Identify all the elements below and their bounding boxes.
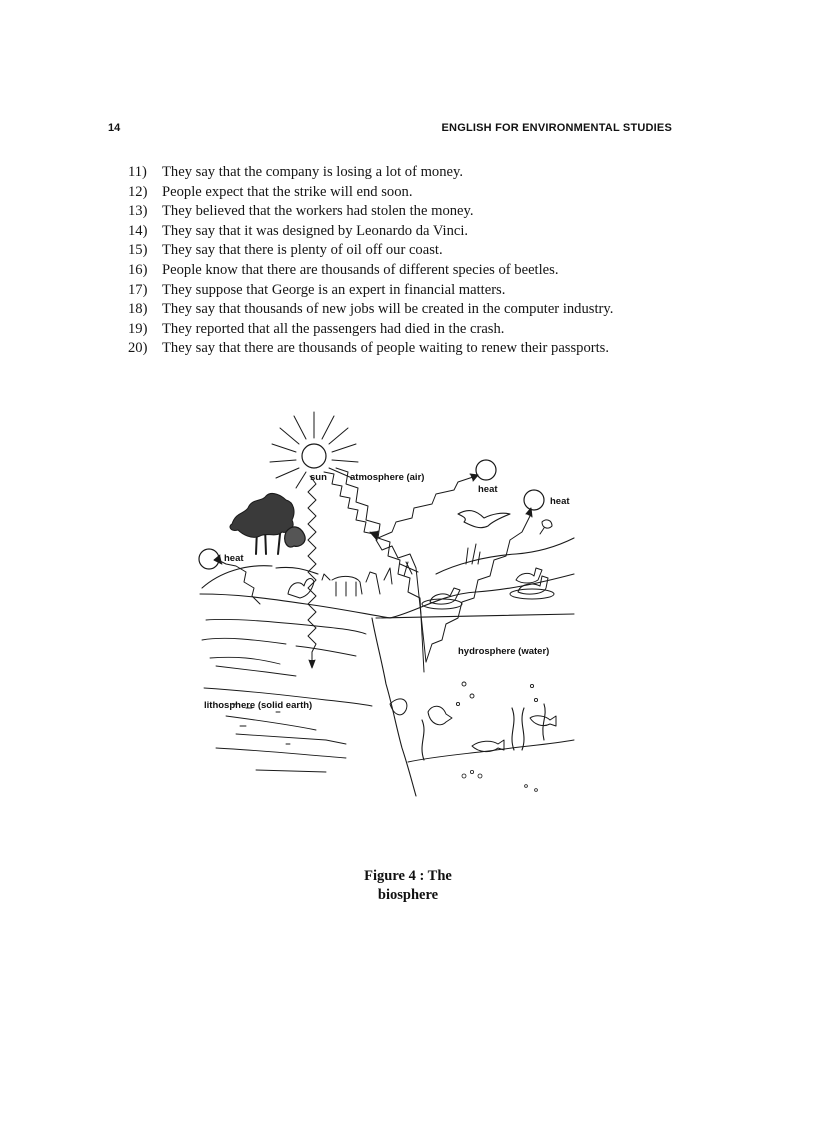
list-item: 13) They believed that the workers had stolen the money.	[128, 203, 474, 220]
land-animals-icon	[288, 568, 392, 598]
dragonfly-icon	[400, 562, 418, 576]
list-item: 20) They say that there are thousands of people waiting to renew their passports.	[128, 340, 610, 357]
bird-icon	[458, 511, 510, 528]
figure-caption	[308, 867, 508, 905]
list-item: 18) They say that thousands of new jobs will be created in the computer industry.	[128, 301, 614, 318]
list-item: 17) They suppose that George is an expert in financial matters.	[128, 281, 506, 298]
insect-icon	[540, 520, 552, 534]
label-atmosphere: atmosphere (air)	[350, 472, 425, 483]
list-item: 12) People expect that the strike will end soon.	[128, 183, 413, 200]
page-number: 14	[108, 122, 121, 134]
caption-line: Figure 4 : The	[364, 868, 452, 884]
label-sun: sun	[310, 472, 327, 483]
list-item: 14) They say that it was designed by Leonardo da Vinci.	[128, 222, 469, 239]
trees-icon	[230, 493, 305, 554]
biosphere-figure	[196, 404, 586, 802]
soil-strata	[202, 619, 372, 772]
heat-circle-icon	[524, 490, 544, 510]
exercise-list	[128, 163, 688, 359]
list-item: 19) They reported that all the passengers had died in the crash.	[128, 320, 505, 337]
list-item: 16) People know that there are thousands of different species of beetles.	[128, 261, 559, 278]
list-item: 15) They say that there is plenty of oil off our coast.	[128, 242, 443, 259]
label-heat: heat	[224, 553, 244, 564]
label-heat: heat	[478, 484, 498, 495]
list-item: 11) They say that the company is losing a lot of money.	[128, 164, 464, 180]
pebbles	[462, 770, 537, 791]
caption-line: biosphere	[377, 887, 439, 903]
label-heat: heat	[550, 496, 570, 507]
label-hydrosphere: hydrosphere (water)	[458, 646, 550, 657]
label-lithosphere: lithosphere (solid earth)	[204, 700, 313, 711]
bubbles	[456, 682, 537, 706]
page-header	[108, 122, 672, 138]
shoreline	[372, 618, 416, 796]
heat-circle-icon	[476, 460, 496, 480]
running-title: ENGLISH FOR ENVIRONMENTAL STUDIES	[441, 122, 672, 134]
